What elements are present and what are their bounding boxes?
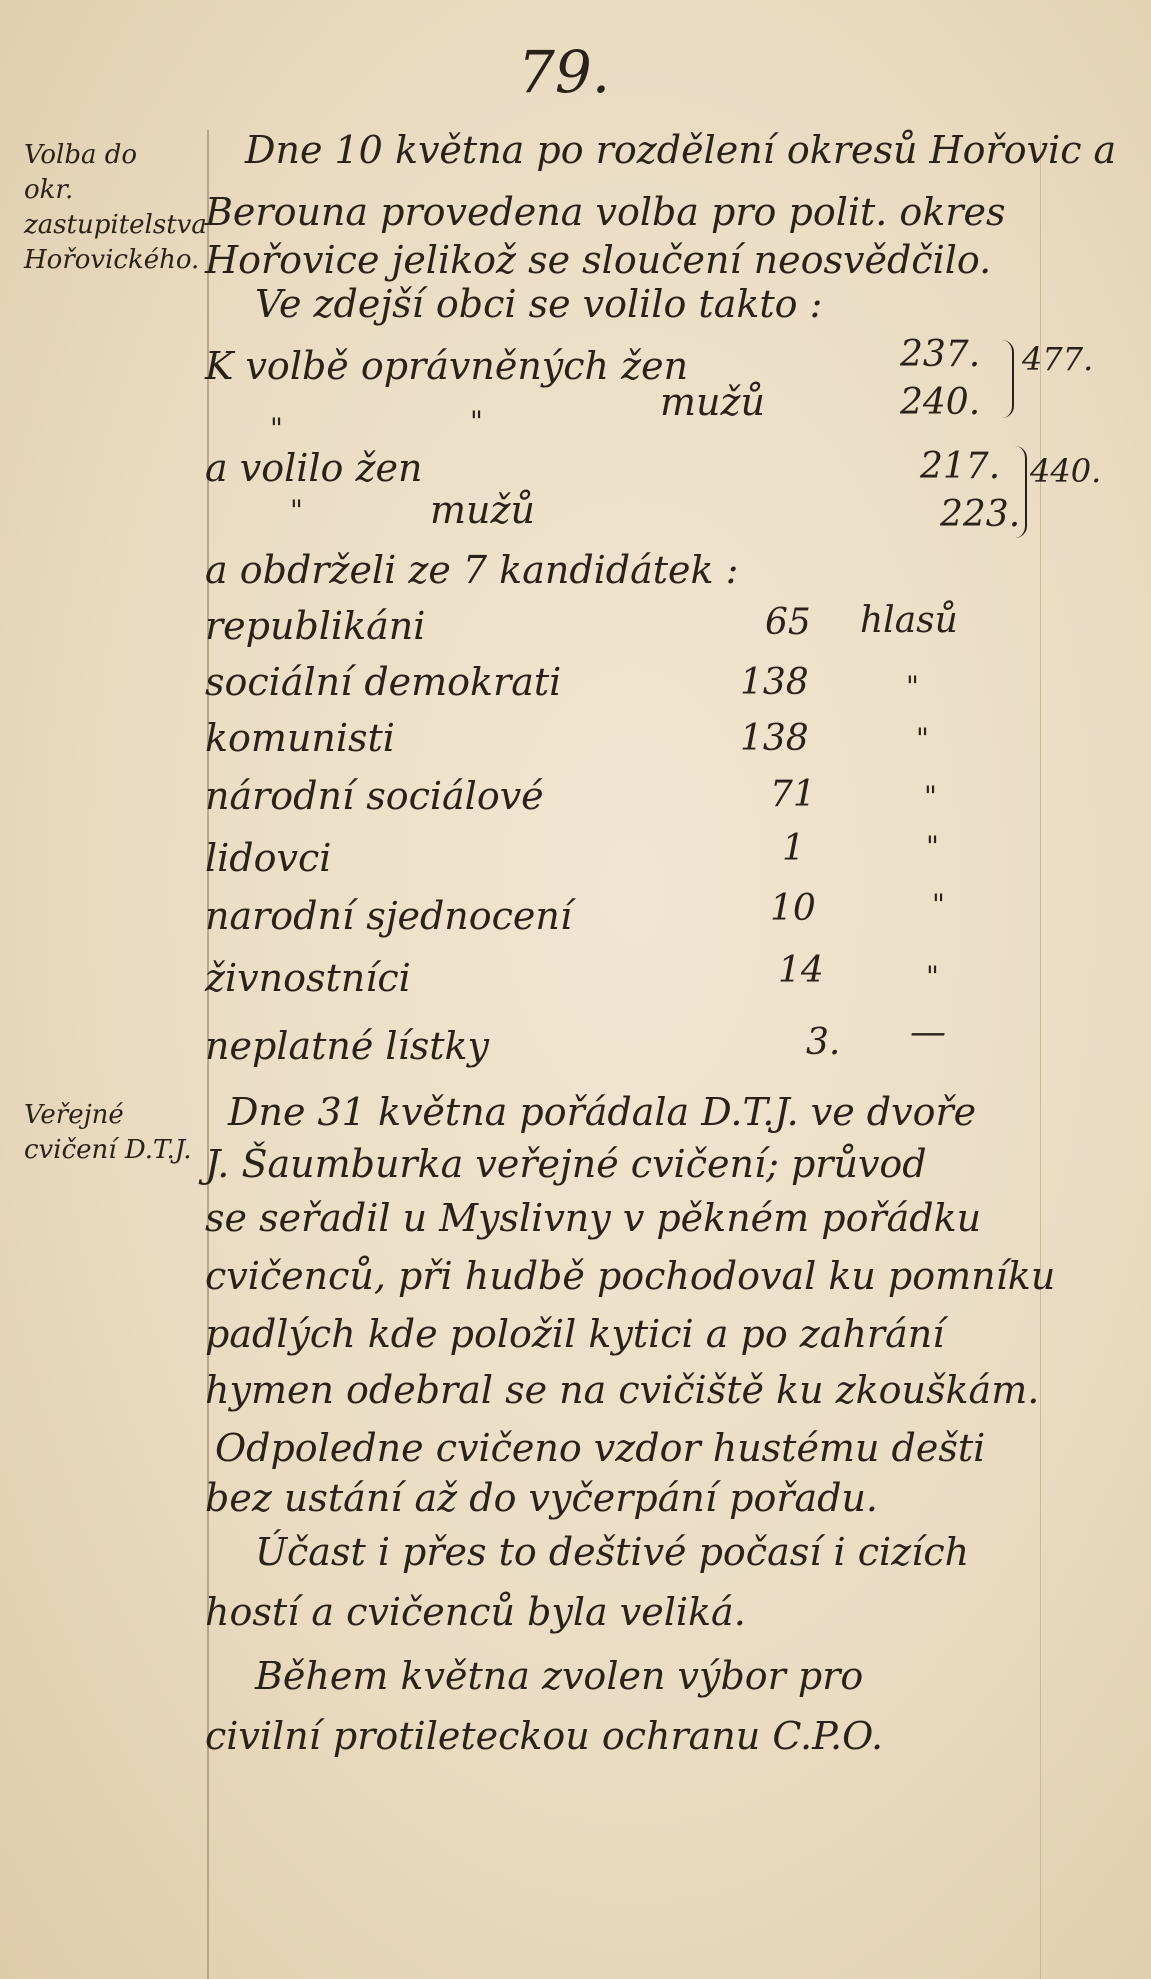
party-name: komunisti [205,716,395,760]
eligible-men: 240. [900,382,981,423]
exercise-line-5: padlých kde položil kytici a po zahrání [205,1312,945,1356]
ditto-mark: " [906,670,919,703]
invalid-ballots-dash: — [910,1012,946,1053]
election-line-3: Hořovice jelikož se sloučení neosvědčilo. [205,238,992,282]
eligible-men-label: mužů [660,380,766,424]
page-number: 79. [518,38,611,106]
ditto-mark: " [926,960,939,993]
margin-note-elections: Volba do okr. zastupitelstva Hořovického. [24,140,207,275]
party-name: republikáni [205,604,426,648]
voted-brace [1015,446,1027,538]
election-line-4: Ve zdejší obci se volilo takto : [255,282,823,326]
party-votes: 138 [740,662,809,703]
party-votes: 14 [778,950,824,991]
election-line-1: Dne 10 května po rozdělení okresů Hořovic a [245,128,1117,172]
exercise-line-4: cvičenců, při hudbě pochodoval ku pomníku [205,1254,1056,1298]
ditto-mark: " [932,888,945,921]
exercise-line-3: se seřadil u Myslivny v pěkném pořádku [205,1196,982,1240]
eligible-women: 237. [900,334,981,375]
party-name: národní sociálové [205,774,544,818]
ditto-mark: " [270,412,283,445]
margin-note-exercise: Veřejné cvičení D.T.J. [24,1100,192,1165]
eligible-total: 477. [1022,340,1094,378]
exercise-line-8: bez ustání až do vyčerpání pořadu. [205,1476,879,1520]
eligible-brace [1002,340,1014,418]
party-votes: 138 [740,718,809,759]
exercise-line-9: Účast i přes to deštivé počasí i cizích [255,1530,970,1574]
invalid-ballots-label: neplatné lístky [205,1024,489,1068]
exercise-line-2: J. Šaumburka veřejné cvičení; průvod [205,1142,927,1186]
exercise-line-11: Během května zvolen výbor pro [255,1654,864,1698]
party-name: sociální demokrati [205,660,562,704]
party-name: živnostníci [205,956,411,1000]
voted-men: 223. [940,494,1021,535]
ditto-mark: " [924,780,937,813]
ditto-mark: " [916,722,929,755]
voted-men-label: mužů [430,488,536,532]
voted-total: 440. [1030,452,1102,490]
exercise-line-7: Odpoledne cvičeno vzdor hustému dešti [215,1426,986,1470]
results-intro: a obdrželi ze 7 kandidátek : [205,548,739,592]
exercise-line-10: hostí a cvičenců byla veliká. [205,1590,746,1634]
party-votes: 1 [782,828,805,869]
ditto-mark: " [470,405,483,438]
election-line-2: Berouna provedena volba pro polit. okres [205,190,1006,234]
party-name: lidovci [205,836,332,880]
exercise-line-12: civilní protileteckou ochranu C.P.O. [205,1714,884,1758]
ditto-mark: " [290,494,303,527]
party-votes: 71 [770,774,816,815]
voted-label: a volilo žen [205,446,423,490]
right-rule [1040,140,1041,1979]
voted-women: 217. [920,446,1001,487]
exercise-line-6: hymen odebral se na cvičiště ku zkouškám. [205,1368,1040,1412]
ditto-mark: " [926,830,939,863]
votes-unit: hlasů [860,600,958,641]
eligible-label: K volbě oprávněných žen [205,344,689,388]
party-votes: 10 [770,888,816,929]
party-votes: 65 [765,602,811,643]
invalid-ballots-value: 3. [806,1022,841,1063]
exercise-line-1: Dne 31 května pořádala D.T.J. ve dvoře [228,1090,977,1134]
party-name: narodní sjednocení [205,894,573,938]
